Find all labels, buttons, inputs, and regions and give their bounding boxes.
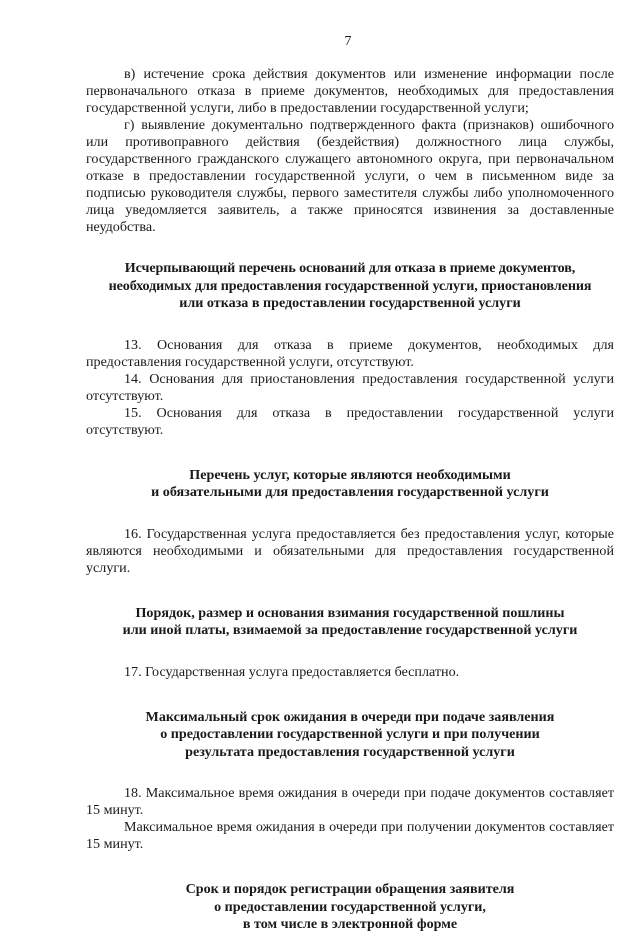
heading-line: Срок и порядок регистрации обращения заявителя	[185, 881, 515, 897]
heading-line: результата предоставления государственной услуги	[185, 743, 515, 760]
heading-fee	[86, 605, 614, 640]
heading-line: о предоставлении государственной услуги,	[214, 898, 486, 915]
paragraph-17: 17. Государственная услуга предоставляется бесплатно.	[124, 663, 460, 680]
paragraph-14: 14. Основания для приостановления предоставления государственной услуги отсутствуют.	[86, 370, 614, 404]
page-number: 7	[344, 34, 352, 49]
paragraph-18: 18. Максимальное время ожидания в очереди при подаче документов составляет 15 минут.	[86, 785, 614, 818]
paragraph-item-g: г) выявление документально подтвержденного факта (признаков) ошибочного или противоправного действия (бездействия) должностного лица службы, государственного гражданского служащего автономного округа, при первоначальном отказе в предоставлении государственной услуги, о чем в письменном виде за подписью руководителя службы, первого заместителя службы либо уполномоченного лица уведомляется заявитель, а также приносятся извинения за доставленные неудобства.	[86, 117, 614, 235]
heading-refusal-grounds	[86, 260, 614, 313]
heading-line: Максимальный срок ожидания в очереди при подаче заявления	[145, 708, 555, 725]
paragraph-15: 15. Основания для отказа в предоставлении государственной услуги отсутствуют.	[86, 404, 614, 438]
heading-line: Перечень услуг, которые являются необходимыми	[189, 466, 511, 483]
heading-line: о предоставлении государственной услуги и при получении	[160, 726, 540, 742]
heading-line: Исчерпывающий перечень оснований для отказа в приеме документов,	[124, 260, 576, 276]
heading-required-services	[86, 467, 614, 502]
paragraph-13: 13. Основания для отказа в приеме документов, необходимых для предоставления государственной услуги, отсутствуют.	[86, 336, 614, 370]
heading-line: в том числе в электронной форме	[242, 916, 458, 932]
heading-line: или иной платы, взимаемой за предоставление государственной услуги	[122, 622, 578, 638]
heading-line: или отказа в предоставлении государственной услуги	[179, 295, 521, 311]
heading-line: и обязательными для предоставления государственной услуги	[151, 484, 549, 500]
paragraph-18-continued: Максимальное время ожидания в очереди при получении документов составляет 15 минут.	[86, 819, 614, 852]
paragraph-16: 16. Государственная услуга предоставляется без предоставления услуг, которые являются необходимыми и обязательными для предоставления государственной услуги.	[86, 525, 614, 576]
heading-queue-time	[86, 709, 614, 762]
heading-line: Порядок, размер и основания взимания государственной пошлины	[135, 604, 565, 621]
heading-registration	[86, 881, 614, 934]
page-content	[86, 66, 614, 934]
heading-line: необходимых для предоставления государственной услуги, приостановления	[108, 277, 592, 294]
paragraph-item-v: в) истечение срока действия документов или изменение информации после первоначального отказа в приеме документов, необходимых для предоставления государственной услуги, либо в предоставлении государственной услуги;	[86, 66, 614, 116]
